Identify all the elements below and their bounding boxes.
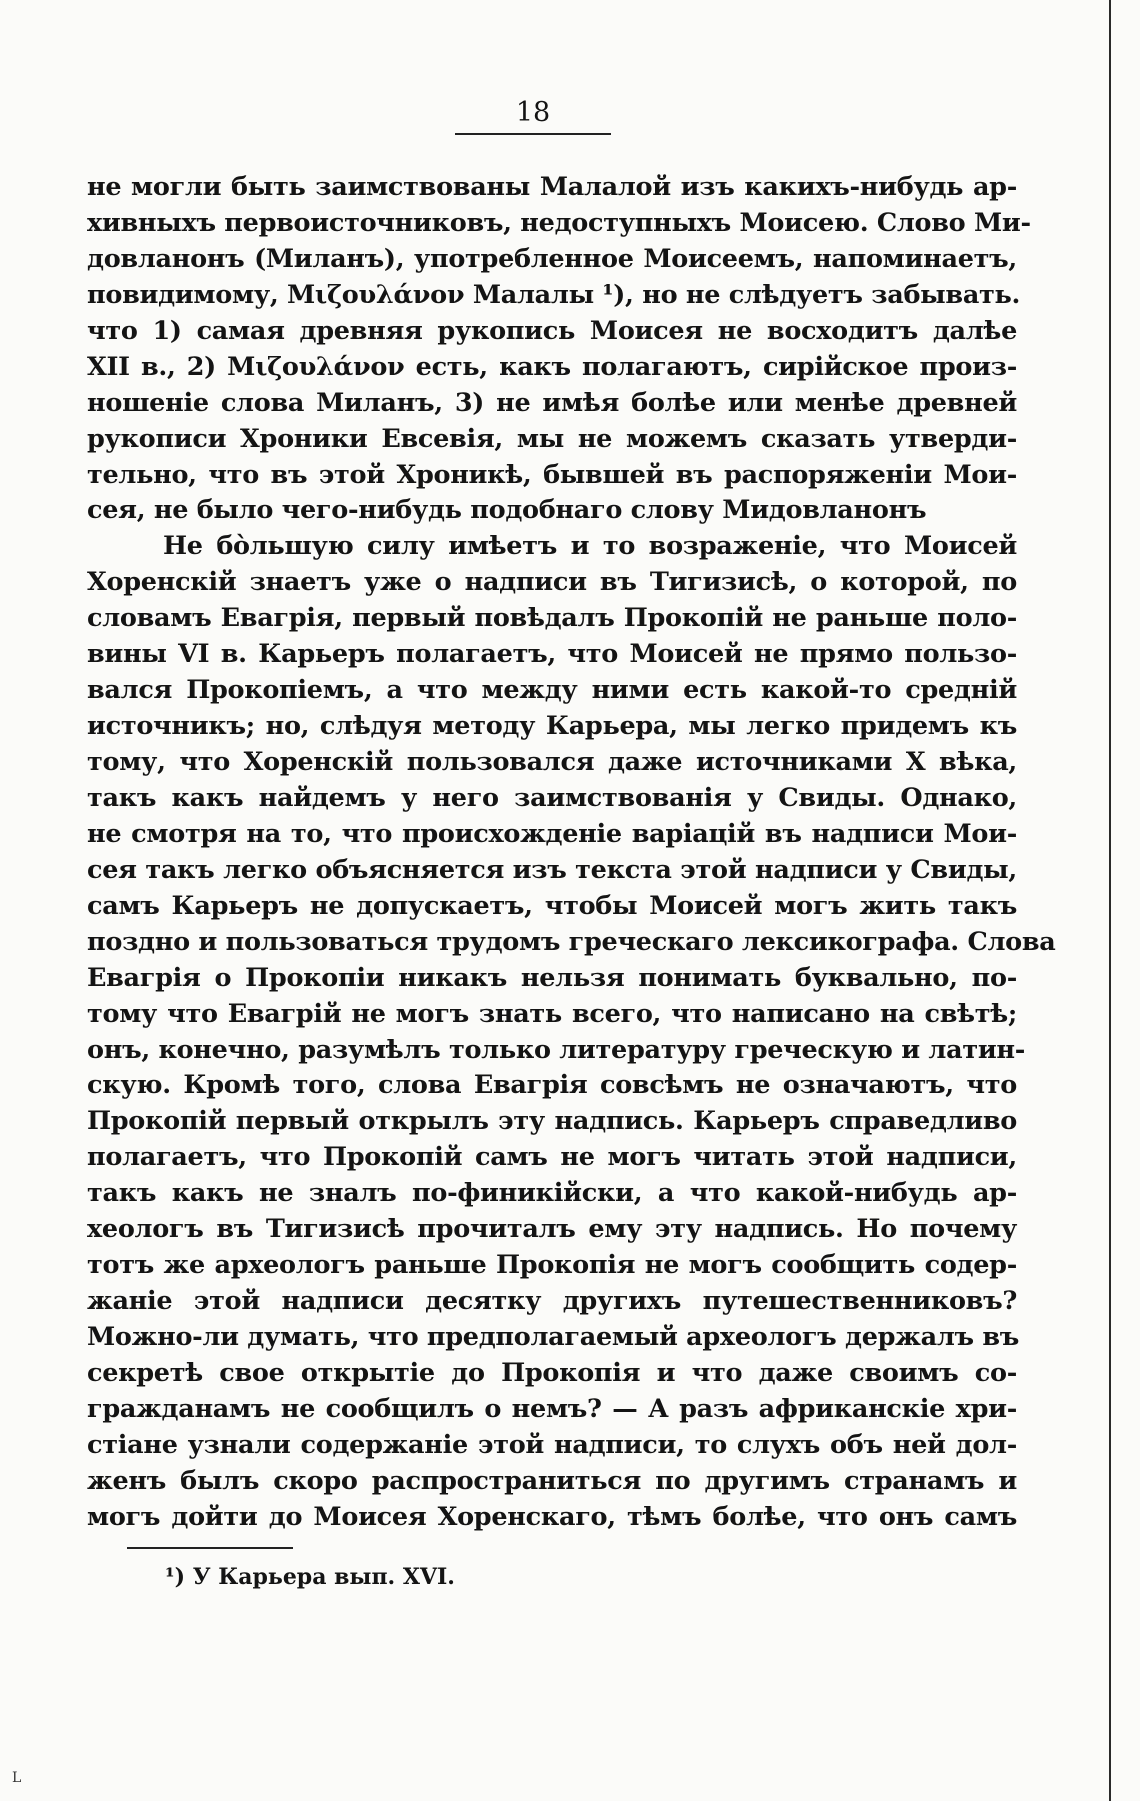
text-line: не смотря на то, что происхожденіе варіацій въ надписи Мои- [87,818,1017,849]
text-line: хеологъ въ Тигизисѣ прочиталъ ему эту надпись. Но почему [87,1214,1017,1245]
text-line: Евагрія о Прокопіи никакъ нельзя понимать буквально, по- [87,962,1017,993]
footnote-marker: ¹) [165,1564,186,1590]
text-line: хивныхъ первоисточниковъ, недоступныхъ Моисею. Слово Ми- [87,207,1031,238]
text-line: Можно-ли думать, что предполагаемый археологъ держалъ въ [87,1322,1020,1352]
text-line: гражданамъ не сообщилъ о немъ? — А разъ африканскіе хри- [87,1393,1017,1424]
page-number-rule [455,133,611,135]
text-line: полагаетъ, что Прокопій самъ не могъ читать этой надписи, [87,1142,1017,1173]
text-line: тому, что Хоренскій пользовался даже источниками X вѣка, [87,747,1017,777]
text-line: сея такъ легко объясняется изъ текста этой надписи у Свиды, [87,854,1017,885]
text-line: рукописи Хроники Евсевія, мы не можемъ сказать утверди- [87,423,1017,454]
text-line: вины VI в. Карьеръ полагаетъ, что Моисей не прямо пользо- [87,639,1017,670]
text-line: женъ былъ скоро распространиться по другимъ странамъ и [87,1465,1017,1496]
scan-edge-line [1109,0,1111,1801]
text-line: скую. Кромѣ того, слова Евагрія совсѣмъ не означаютъ, что [87,1070,1017,1101]
text-line: довланонъ (Миланъ), употребленное Моисеемъ, напоминаетъ, [87,243,1017,274]
footnote-separator [127,1547,293,1549]
page-number: 18 [515,97,551,128]
text-line: поздно и пользоваться трудомъ греческаго лексикографа. Слова [87,926,1056,957]
text-line: жаніе этой надписи десятку другихъ путешественниковъ? [87,1286,1017,1317]
text-line: тому что Евагрій не могъ знать всего, что написано на свѣтѣ; [87,998,1017,1029]
text-line: сея, не было чего-нибудь подобнаго слову Мидовланонъ [87,495,927,526]
text-line: онъ, конечно, разумѣлъ только литературу греческую и латин- [87,1034,1026,1065]
text-line: Не бо̀льшую силу имѣетъ и то возраженіе, что Моисей [163,531,1017,562]
text-line: секретѣ свое открытіе до Прокопія и что даже своимъ со- [87,1357,1017,1388]
text-line: что 1) самая древняя рукопись Моисея не восходитъ далѣе [87,315,1017,346]
text-line: самъ Карьеръ не допускаетъ, чтобы Моисей могъ жить такъ [87,890,1017,921]
text-line: Прокопій первый открылъ эту надпись. Карьеръ справедливо [87,1106,1017,1137]
text-line: источникъ; но, слѣдуя методу Карьера, мы легко придемъ къ [87,711,1017,742]
text-line: такъ какъ найдемъ у него заимствованія у Свиды. Однако, [87,782,1017,813]
text-line: тельно, что въ этой Хроникѣ, бывшей въ распоряженіи Мои- [87,459,1017,490]
text-line: такъ какъ не зналъ по-финикійски, а что какой-нибудь ар- [87,1178,1017,1209]
text-line: XII в., 2) Μιζουλάνον есть, какъ полагаютъ, сирійское произ- [87,351,1017,382]
text-line: стіане узнали содержаніе этой надписи, то слухъ объ ней дол- [87,1429,1017,1460]
text-line: тотъ же археологъ раньше Прокопія не могъ сообщить содер- [87,1250,1017,1281]
body-text [87,170,1056,1536]
text-line: словамъ Евагрія, первый повѣдалъ Прокопій не раньше поло- [87,603,1017,634]
footnote-text: У Карьера вып. XVI. [192,1564,455,1590]
text-line: вался Прокопіемъ, а что между ними есть какой-то средній [87,675,1017,706]
text-line: не могли быть заимствованы Малалой изъ какихъ-нибудь ар- [87,172,1017,202]
footnote [165,1562,455,1592]
text-line: ношеніе слова Миланъ, 3) не имѣя болѣе или менѣе древней [87,387,1017,418]
text-line: повидимому, Μιζουλάνον Малалы ¹), но не слѣдуетъ забывать. [87,279,1021,310]
text-line: могъ дойти до Моисея Хоренскаго, тѣмъ болѣе, что онъ самъ [87,1501,1017,1532]
scan-corner-mark: L [12,1770,22,1786]
text-line: Хоренскій знаетъ уже о надписи въ Тигизисѣ, о которой, по [87,567,1017,598]
